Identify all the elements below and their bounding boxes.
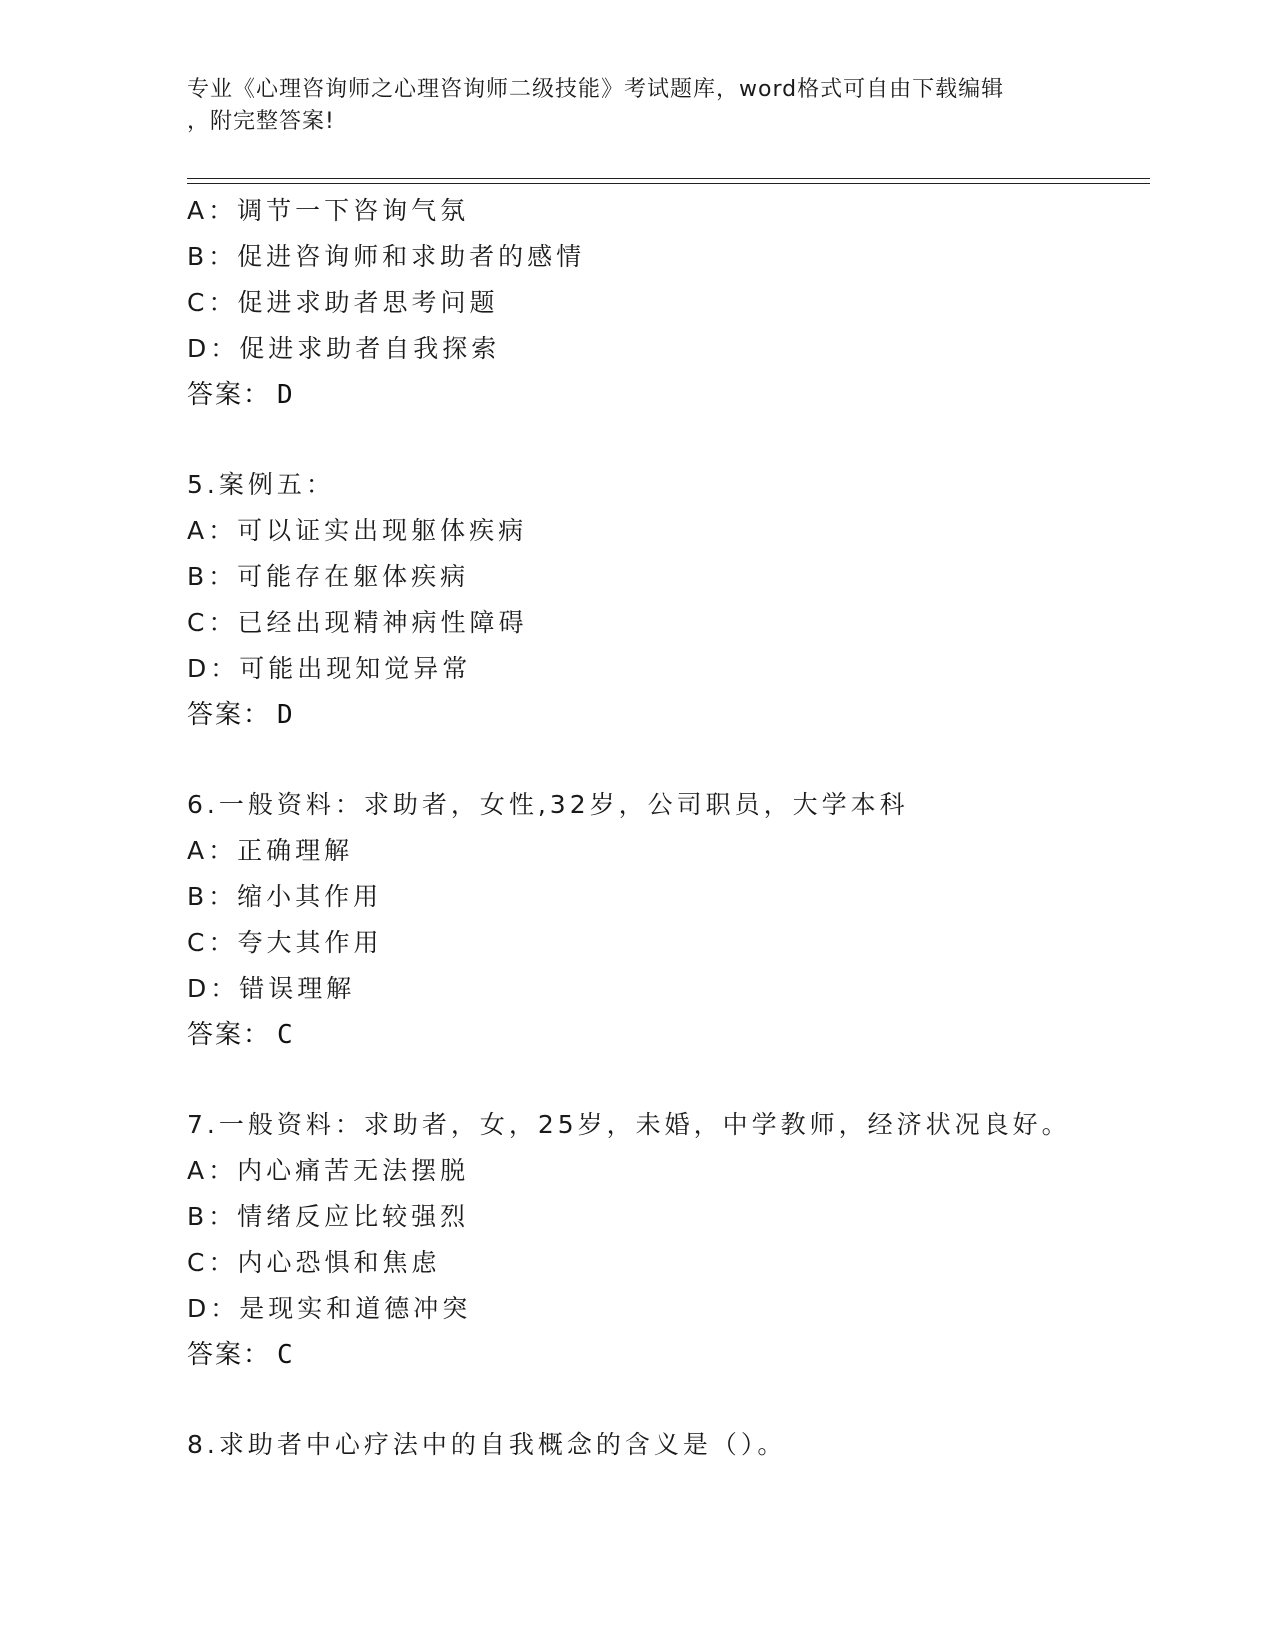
header-title-line1: 专业《心理咨询师之心理咨询师二级技能》考试题库，word格式可自由下载编辑 [187, 77, 1005, 102]
answer-value: D [277, 700, 295, 730]
answer-line [187, 1012, 1147, 1058]
question-block [187, 462, 1147, 738]
header-divider-bottom [187, 183, 1150, 184]
question-block [187, 782, 1147, 1058]
answer-value: C [277, 1020, 295, 1050]
option-a: A：正确理解 [187, 836, 354, 865]
question-text: 8.求助者中心疗法中的自我概念的含义是（）。 [187, 1430, 787, 1459]
spacer [187, 1378, 1147, 1422]
option-b: B：缩小其作用 [187, 882, 383, 911]
option-a: A：内心痛苦无法摆脱 [187, 1156, 470, 1185]
answer-label: 答案： [187, 700, 272, 730]
question-text: 6.一般资料：求助者，女性,32岁，公司职员，大学本科 [187, 790, 909, 819]
spacer [187, 738, 1147, 782]
answer-line [187, 372, 1147, 418]
option-d: D：可能出现知觉异常 [187, 654, 472, 683]
option-d: D：促进求助者自我探索 [187, 334, 501, 363]
question-list [187, 188, 1147, 1468]
option-b: B：促进咨询师和求助者的感情 [187, 242, 586, 271]
answer-label: 答案： [187, 1340, 272, 1370]
question-text: 7.一般资料：求助者，女，25岁，未婚，中学教师，经济状况良好。 [187, 1110, 1071, 1139]
option-d: D：错误理解 [187, 974, 356, 1003]
header-divider-top [187, 178, 1150, 179]
option-c: C：已经出现精神病性障碍 [187, 608, 528, 637]
answer-label: 答案： [187, 380, 272, 410]
option-c: C：内心恐惧和焦虑 [187, 1248, 441, 1277]
spacer [187, 1058, 1147, 1102]
spacer [187, 418, 1147, 462]
option-c: C：夸大其作用 [187, 928, 383, 957]
question-text: 5.案例五： [187, 470, 335, 499]
option-d: D：是现实和道德冲突 [187, 1294, 472, 1323]
answer-value: D [277, 380, 295, 410]
header-title-line2: ，附完整答案! [187, 109, 335, 134]
answer-label: 答案： [187, 1020, 272, 1050]
answer-value: C [277, 1340, 295, 1370]
option-c: C：促进求助者思考问题 [187, 288, 499, 317]
answer-line [187, 692, 1147, 738]
option-a: A：调节一下咨询气氛 [187, 196, 470, 225]
option-b: B：情绪反应比较强烈 [187, 1202, 470, 1231]
answer-line [187, 1332, 1147, 1378]
document-header [187, 74, 1067, 138]
question-block [187, 1422, 1147, 1468]
question-block [187, 188, 1147, 418]
question-block [187, 1102, 1147, 1378]
option-b: B：可能存在躯体疾病 [187, 562, 470, 591]
option-a: A：可以证实出现躯体疾病 [187, 516, 528, 545]
